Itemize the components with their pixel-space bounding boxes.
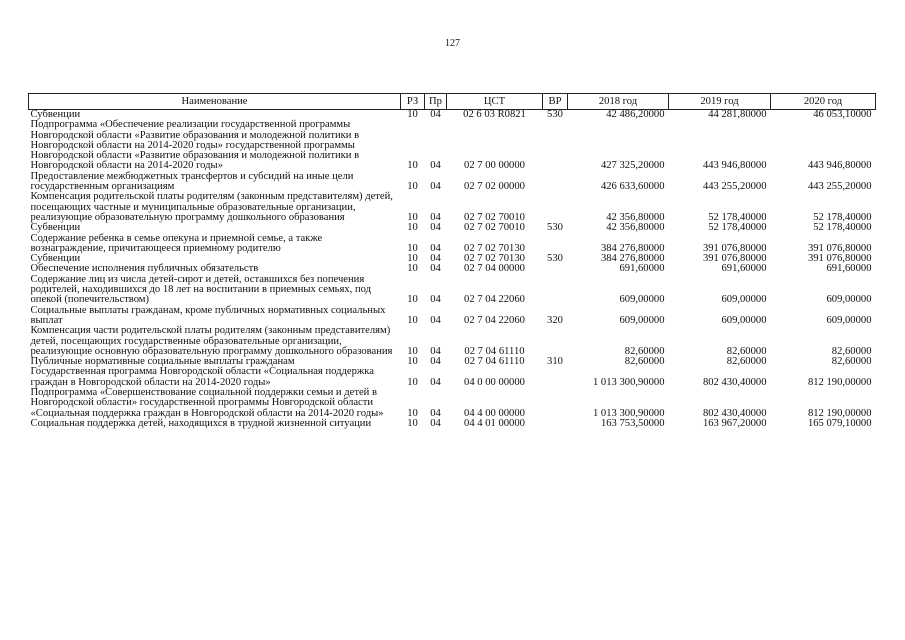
row-vr [543, 172, 568, 193]
row-rz: 10 [407, 294, 418, 306]
row-amount-2019: 391 076,80000 [702, 253, 767, 265]
row-rz: 10 [407, 211, 418, 223]
row-amount-2019: 52 178,40000 [708, 222, 767, 234]
row-name: Социальная поддержка детей, находящихся в трудной жизненной ситуации [30, 417, 372, 429]
row-rz: 10 [407, 253, 418, 265]
row-vr [543, 388, 568, 419]
row-rz: 10 [407, 160, 418, 172]
row-amount-2019: 163 967,20000 [702, 417, 767, 429]
row-name: Публичные нормативные социальные выплаты гражданам [30, 356, 295, 368]
row-amount-2018: 1 013 300,90000 [592, 376, 665, 388]
row-amount-2019: 52 178,40000 [708, 211, 767, 223]
row-rz: 10 [407, 314, 418, 326]
row-rz: 10 [407, 109, 418, 120]
row-amount-2019: 443 946,80000 [702, 160, 767, 172]
table-row [29, 367, 876, 388]
row-cst: 02 7 00 00000 [464, 160, 525, 172]
row-amount-2018: 42 486,20000 [606, 109, 665, 120]
row-vr: 530 [547, 109, 563, 120]
row-name: Государственная программа Новгородской области «Социальная поддержка граждан в Новгородской области на 2014-2020 годы» [30, 366, 374, 388]
row-cst: 04 4 01 00000 [464, 417, 525, 429]
col-header-cst: ЦСТ [447, 94, 543, 110]
row-amount-2020: 165 079,10000 [807, 417, 872, 429]
row-pr: 04 [430, 356, 441, 368]
table-row [29, 326, 876, 357]
row-amount-2019: 391 076,80000 [702, 242, 767, 254]
row-pr: 04 [430, 242, 441, 254]
header-row [29, 94, 876, 110]
row-amount-2019: 82,60000 [726, 356, 767, 368]
row-amount-2019: 443 255,20000 [702, 181, 767, 193]
row-cst: 02 7 04 61110 [464, 345, 525, 357]
row-amount-2020: 46 053,10000 [813, 109, 872, 120]
row-vr [543, 326, 568, 357]
row-pr: 04 [430, 407, 441, 419]
row-pr: 04 [430, 253, 441, 265]
row-amount-2018: 82,60000 [624, 345, 665, 357]
row-rz: 10 [407, 376, 418, 388]
row-name: Подпрограмма «Обеспечение реализации государственной программы Новгородской области «Развитие образования и молодежной политики в Новгородской области на 2014-2020 годы» государственной программы Новгородской области «Развитие образования и молодежной политики в Новгородской области на 2014-2020 годы» [30, 119, 360, 172]
col-header-2018: 2018 год [568, 94, 669, 110]
row-cst: 04 0 00 00000 [464, 376, 525, 388]
row-name: Компенсация родительской платы родителям (законным представителям) детей, посещающих частные и муниципальные образовательные организации, реализующие образовательную программу дошкольного образования [30, 191, 393, 223]
row-amount-2019: 609,00000 [721, 314, 767, 326]
row-name: Содержание лиц из числа детей-сирот и детей, оставшихся без попечения родителей, находившихся до 18 лет на воспитании в приемных семьях, под опекой (попечительством) [30, 273, 372, 306]
table-row [29, 192, 876, 223]
row-vr [543, 234, 568, 255]
row-amount-2018: 42 356,80000 [606, 211, 665, 223]
row-rz: 10 [407, 222, 418, 234]
row-amount-2020: 82,60000 [831, 345, 872, 357]
row-pr: 04 [430, 314, 441, 326]
table-row [29, 275, 876, 306]
row-amount-2020: 52 178,40000 [813, 211, 872, 223]
row-amount-2018: 426 633,60000 [600, 181, 665, 193]
row-rz: 10 [407, 407, 418, 419]
table-row [29, 172, 876, 193]
row-amount-2020: 812 190,00000 [807, 376, 872, 388]
row-pr: 04 [430, 345, 441, 357]
row-amount-2020: 52 178,40000 [813, 222, 872, 234]
row-amount-2018: 163 753,50000 [600, 417, 665, 429]
row-name: Субвенции [30, 109, 81, 120]
row-cst: 02 6 03 R0821 [463, 109, 526, 120]
row-amount-2020: 443 255,20000 [807, 181, 872, 193]
row-name: Подпрограмма «Совершенствование социальной поддержки семьи и детей в Новгородской области» государственной программы Новгородской области «Социальная поддержка граждан в Новгородской области на 2014-2020 годы» [30, 387, 384, 419]
table-row [29, 234, 876, 255]
row-vr: 310 [547, 356, 563, 368]
budget-table [28, 93, 876, 429]
page-number: 127 [445, 38, 460, 49]
table-row [29, 388, 876, 419]
col-header-name: Наименование [29, 94, 401, 110]
row-vr [543, 264, 568, 274]
row-amount-2018: 82,60000 [624, 356, 665, 368]
row-amount-2018: 384 276,80000 [600, 242, 665, 254]
row-amount-2020: 82,60000 [831, 356, 872, 368]
row-name: Компенсация части родительской платы родителям (законным представителям) детей, посещающих государственные образовательные организации, реализующие основную образовательную программу дошкольного образования [30, 325, 393, 357]
row-amount-2019: 802 430,40000 [702, 376, 767, 388]
row-rz: 10 [407, 181, 418, 193]
col-header-2020: 2020 год [771, 94, 876, 110]
row-name: Субвенции [30, 222, 81, 234]
row-amount-2020: 691,60000 [826, 263, 872, 275]
col-header-2019: 2019 год [669, 94, 771, 110]
table-row [29, 419, 876, 429]
col-header-pr: Пр [425, 94, 447, 110]
row-cst: 02 7 02 70010 [464, 211, 525, 223]
row-pr: 04 [430, 376, 441, 388]
row-amount-2020: 391 076,80000 [807, 253, 872, 265]
row-vr: 530 [547, 222, 563, 234]
row-amount-2020: 609,00000 [826, 294, 872, 306]
row-pr: 04 [430, 109, 441, 120]
row-amount-2020: 391 076,80000 [807, 242, 872, 254]
col-header-rz: РЗ [401, 94, 425, 110]
row-vr [543, 120, 568, 171]
row-amount-2018: 1 013 300,90000 [592, 407, 665, 419]
table-row [29, 120, 876, 171]
row-amount-2018: 609,00000 [619, 294, 665, 306]
row-pr: 04 [430, 263, 441, 275]
row-rz: 10 [407, 263, 418, 275]
row-vr [543, 367, 568, 388]
row-amount-2019: 802 430,40000 [702, 407, 767, 419]
row-pr: 04 [430, 160, 441, 172]
row-rz: 10 [407, 242, 418, 254]
row-amount-2020: 812 190,00000 [807, 407, 872, 419]
row-vr: 320 [547, 314, 563, 326]
table-row [29, 306, 876, 327]
row-vr [543, 419, 568, 429]
row-pr: 04 [430, 222, 441, 234]
row-amount-2019: 691,60000 [721, 263, 767, 275]
row-cst: 02 7 04 22060 [464, 294, 525, 306]
row-pr: 04 [430, 417, 441, 429]
row-amount-2018: 691,60000 [619, 263, 665, 275]
row-name: Социальные выплаты гражданам, кроме публичных нормативных социальных выплат [30, 304, 386, 326]
row-amount-2019: 609,00000 [721, 294, 767, 306]
row-cst: 02 7 04 22060 [464, 314, 525, 326]
row-name: Предоставление межбюджетных трансфертов и субсидий на иные цели государственным организациям [30, 170, 354, 193]
row-amount-2018: 427 325,20000 [600, 160, 665, 172]
row-pr: 04 [430, 294, 441, 306]
row-name: Обеспечение исполнения публичных обязательств [30, 263, 259, 275]
row-amount-2020: 443 946,80000 [807, 160, 872, 172]
row-cst: 02 7 04 00000 [464, 263, 525, 275]
row-amount-2019: 82,60000 [726, 345, 767, 357]
row-vr [543, 275, 568, 306]
col-header-vr: ВР [543, 94, 568, 110]
row-vr [543, 192, 568, 223]
row-amount-2018: 384 276,80000 [600, 253, 665, 265]
row-vr: 530 [547, 253, 563, 265]
row-rz: 10 [407, 356, 418, 368]
row-cst: 02 7 04 61110 [464, 356, 525, 368]
row-pr: 04 [430, 181, 441, 193]
row-name: Субвенции [30, 253, 81, 265]
row-amount-2020: 609,00000 [826, 314, 872, 326]
row-cst: 02 7 02 70130 [464, 253, 525, 265]
row-amount-2018: 609,00000 [619, 314, 665, 326]
row-cst: 02 7 02 00000 [464, 181, 525, 193]
row-amount-2018: 42 356,80000 [606, 222, 665, 234]
row-cst: 02 7 02 70130 [464, 242, 525, 254]
row-cst: 04 4 00 00000 [464, 407, 525, 419]
row-amount-2019: 44 281,80000 [708, 109, 767, 120]
row-rz: 10 [407, 417, 418, 429]
row-pr: 04 [430, 211, 441, 223]
row-rz: 10 [407, 345, 418, 357]
row-name: Содержание ребенка в семье опекуна и приемной семье, а также вознаграждение, причитающееся приемному родителю [30, 232, 323, 254]
row-cst: 02 7 02 70010 [464, 222, 525, 234]
